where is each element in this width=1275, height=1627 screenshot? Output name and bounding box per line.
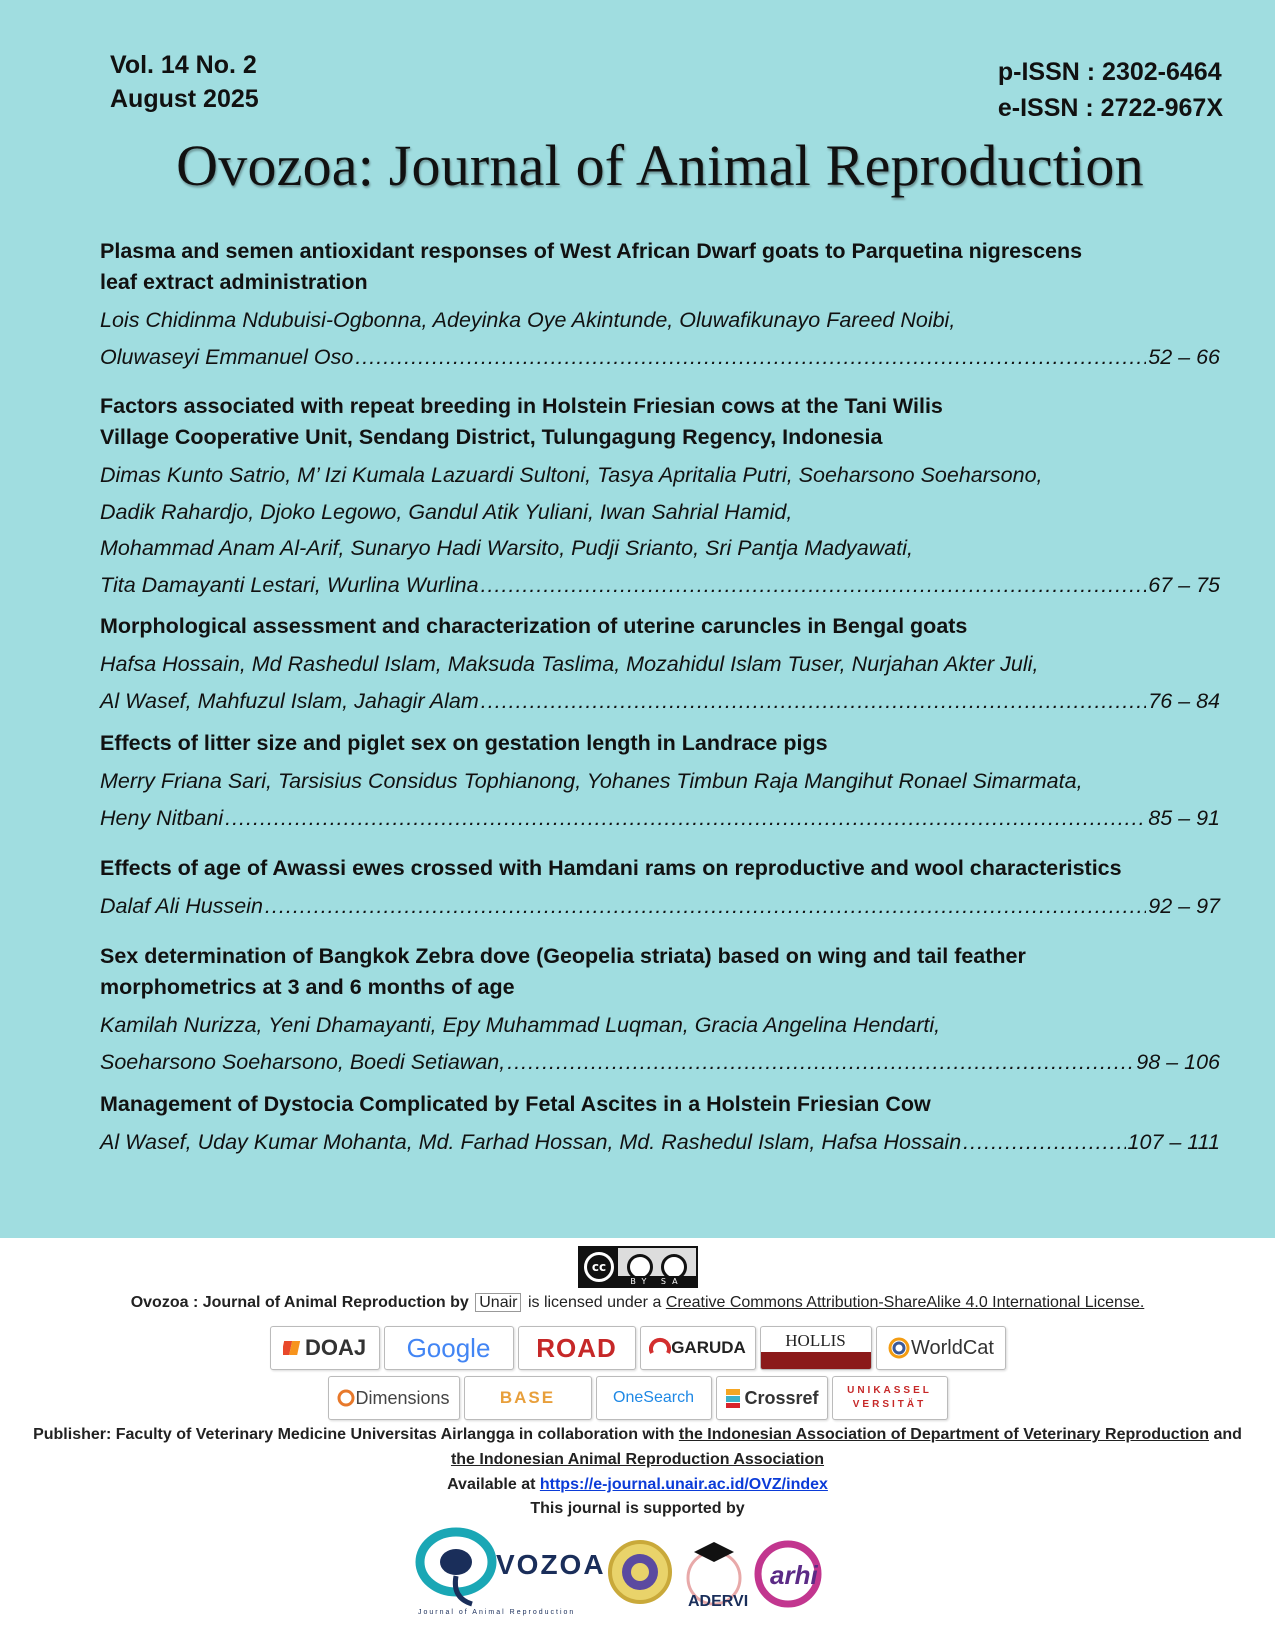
article-title[interactable]: Factors associated with repeat breeding in Holstein Friesian cows at the Tani Wilis	[100, 394, 943, 418]
base-logo[interactable]: BASE	[464, 1376, 592, 1420]
worldcat-icon	[887, 1336, 911, 1360]
license-owner[interactable]: Unair	[475, 1293, 521, 1312]
article-title[interactable]: Management of Dystocia Complicated by Fetal Ascites in a Holstein Friesian Cow	[100, 1092, 931, 1116]
dot-leader	[481, 683, 1146, 720]
hollis-logo[interactable]: HOLLIS	[760, 1326, 872, 1370]
worldcat-logo[interactable]: WorldCat	[876, 1326, 1006, 1370]
arhi-logo[interactable]	[758, 1544, 818, 1604]
author-line: Dalaf Ali Hussein	[100, 894, 263, 918]
doaj-logo[interactable]: DOAJ	[270, 1326, 380, 1370]
article-title[interactable]: Plasma and semen antioxidant responses of West African Dwarf goats to Parquetina nigrescens	[100, 239, 1083, 263]
article-authors	[100, 457, 1220, 603]
page-range[interactable]: 67 – 75	[1148, 572, 1220, 597]
ovozoa-tagline: Journal of Animal Reproduction	[418, 1609, 576, 1616]
article-entry[interactable]	[100, 941, 1220, 1080]
issue-info	[110, 48, 259, 116]
dot-leader	[963, 1124, 1125, 1161]
cc-icon: cc	[580, 1248, 618, 1286]
supporter-logos	[412, 1518, 872, 1618]
supporter-logos-svg	[412, 1518, 872, 1618]
adervi-logo[interactable]	[688, 1542, 748, 1610]
author-line: Heny Nitbani	[100, 805, 224, 830]
dot-leader	[507, 1044, 1134, 1081]
author-line: Merry Friana Sari, Tarsisius Considus Tophianong, Yohanes Timbun Raja Mangihut Ronael Simarmata,	[100, 769, 1083, 793]
page-range[interactable]: 92 – 97	[1148, 894, 1220, 918]
onesearch-logo[interactable]: OneSearch	[596, 1376, 712, 1420]
adervi-logo-text: ADERVI	[688, 1593, 749, 1610]
index-logos-row-1	[0, 1326, 1275, 1370]
article-entry[interactable]	[100, 611, 1220, 719]
author-line: Oluwaseyi Emmanuel Oso	[100, 344, 354, 369]
journal-title: Ovozoa: Journal of Animal Reproduction	[176, 133, 1144, 198]
author-line: Tita Damayanti Lestari, Wurlina Wurlina	[100, 572, 479, 597]
author-line: Lois Chidinma Ndubuisi-Ogbonna, Adeyinka Oye Akintunde, Oluwafikunayo Fareed Noibi,	[100, 308, 956, 332]
author-line: Kamilah Nurizza, Yeni Dhamayanti, Epy Muhammad Luqman, Gracia Angelina Hendarti,	[100, 1013, 941, 1037]
footer	[0, 1238, 1275, 1627]
author-line: Dimas Kunto Satrio, M’ Izi Kumala Lazuardi Sultoni, Tasya Apritalia Putri, Soeharsono Soeharsono,	[100, 463, 1043, 487]
article-authors	[100, 1007, 1220, 1080]
p-issn: p-ISSN : 2302-6464	[997, 58, 1222, 86]
article-title[interactable]: Effects of age of Awassi ewes crossed with Hamdani rams on reproductive and wool characteristics	[100, 856, 1122, 880]
article-title[interactable]: Effects of litter size and piglet sex on gestation length in Landrace pigs	[100, 731, 828, 755]
article-entry[interactable]	[100, 236, 1220, 375]
author-line-with-pages	[100, 567, 1220, 604]
crossref-icon	[724, 1387, 744, 1409]
article-title[interactable]: Sex determination of Bangkok Zebra dove (Geopelia striata) based on wing and tail feather	[100, 944, 1026, 968]
license-line	[0, 1294, 1275, 1312]
article-entry[interactable]	[100, 1089, 1220, 1161]
author-line: Soeharsono Soeharsono, Boedi Setiawan,	[100, 1049, 506, 1074]
article-authors	[100, 646, 1220, 719]
author-line: Hafsa Hossain, Md Rashedul Islam, Maksuda Taslima, Mozahidul Islam Tuser, Nurjahan Akter Juli,	[100, 652, 1039, 676]
dot-leader	[355, 339, 1146, 376]
garuda-logo[interactable]: GARUDA	[640, 1326, 756, 1370]
author-line: Mohammad Anam Al-Arif, Sunaryo Hadi Warsito, Pudji Srianto, Sri Pantja Madyawati,	[100, 536, 913, 560]
page-range[interactable]: 76 – 84	[1148, 688, 1220, 713]
author-line-with-pages	[100, 800, 1220, 837]
author-line-with-pages	[100, 888, 1220, 925]
dot-leader	[225, 800, 1146, 837]
garuda-icon	[649, 1337, 671, 1359]
volume-number: Vol. 14 No. 2	[110, 51, 257, 79]
article-entry[interactable]	[100, 391, 1220, 603]
publisher-link-1[interactable]: the Indonesian Association of Department of Veterinary Reproduction	[678, 1426, 1210, 1443]
available-line: Available at https://e-journal.unair.ac.id/OVZ/index	[447, 1476, 828, 1493]
publisher-link-2[interactable]: the Indonesian Animal Reproduction Association	[450, 1451, 825, 1468]
e-issn: e-ISSN : 2722-967X	[997, 94, 1223, 122]
issn-block	[998, 54, 1223, 126]
dot-leader	[265, 888, 1146, 925]
article-authors	[100, 302, 1220, 375]
supported-by-label: This journal is supported by	[530, 1500, 745, 1517]
article-title[interactable]: leaf extract administration	[100, 270, 368, 294]
journal-url-link[interactable]: https://e-journal.unair.ac.id/OVZ/index	[539, 1476, 828, 1493]
article-authors	[100, 763, 1220, 836]
cc-labels: BY SA	[618, 1276, 696, 1287]
author-line-with-pages	[100, 683, 1220, 720]
ovozoa-logo-text: VOZOA	[496, 1549, 606, 1580]
cc-license-badge[interactable]	[578, 1246, 698, 1288]
license-journal: Ovozoa : Journal of Animal Reproduction by	[130, 1294, 469, 1311]
license-link[interactable]: Creative Commons Attribution-ShareAlike 4.0 International License.	[665, 1294, 1145, 1311]
license-mid: is licensed under a	[527, 1294, 662, 1311]
road-logo[interactable]: ROAD	[518, 1326, 636, 1370]
publisher-line-2	[0, 1451, 1275, 1469]
author-line-with-pages	[100, 1124, 1220, 1161]
article-entry[interactable]	[100, 728, 1220, 836]
article-title[interactable]: morphometrics at 3 and 6 months of age	[100, 975, 515, 999]
page-range[interactable]: 52 – 66	[1148, 344, 1220, 369]
author-line: Dadik Rahardjo, Djoko Legowo, Gandul Atik Yuliani, Iwan Sahrial Hamid,	[100, 499, 793, 524]
unair-seal-logo[interactable]	[610, 1542, 670, 1602]
author-line-with-pages	[100, 339, 1220, 376]
author-line: Al Wasef, Mahfuzul Islam, Jahagir Alam	[100, 688, 479, 713]
crossref-logo[interactable]: Crossref	[716, 1376, 828, 1420]
issue-date: August 2025	[110, 85, 259, 113]
page-range[interactable]: 98 – 106	[1136, 1049, 1220, 1074]
author-line: Al Wasef, Uday Kumar Mohanta, Md. Farhad Hossan, Md. Rashedul Islam, Hafsa Hossain	[100, 1130, 962, 1154]
article-entry[interactable]	[100, 853, 1220, 925]
page-range[interactable]: 107 – 111	[1127, 1130, 1220, 1154]
article-authors	[100, 888, 1220, 925]
article-title[interactable]: Morphological assessment and characterization of uterine caruncles in Bengal goats	[100, 614, 968, 638]
arhi-logo-text: arhi	[770, 1560, 818, 1590]
author-line-with-pages	[100, 1044, 1220, 1081]
google-scholar-logo[interactable]: Google	[384, 1326, 514, 1370]
publisher-line: Publisher: Faculty of Veterinary Medicine Universitas Airlangga in collaboration with the Indonesian Association of Department of Veterinary Reproduction and	[33, 1426, 1242, 1443]
doaj-icon	[283, 1337, 305, 1359]
index-logos-row-2	[0, 1376, 1275, 1420]
unikassel-logo[interactable]: UNIKASSEL VERSITÄT	[832, 1376, 948, 1420]
dot-leader	[481, 567, 1147, 604]
article-authors	[100, 1124, 1220, 1161]
page-range[interactable]: 85 – 91	[1148, 805, 1220, 830]
dimensions-logo[interactable]: Dimensions	[328, 1376, 460, 1420]
dimensions-icon	[337, 1389, 355, 1407]
article-title[interactable]: Village Cooperative Unit, Sendang District, Tulungagung Regency, Indonesia	[100, 425, 883, 449]
ovozoa-logo[interactable]	[418, 1532, 606, 1616]
